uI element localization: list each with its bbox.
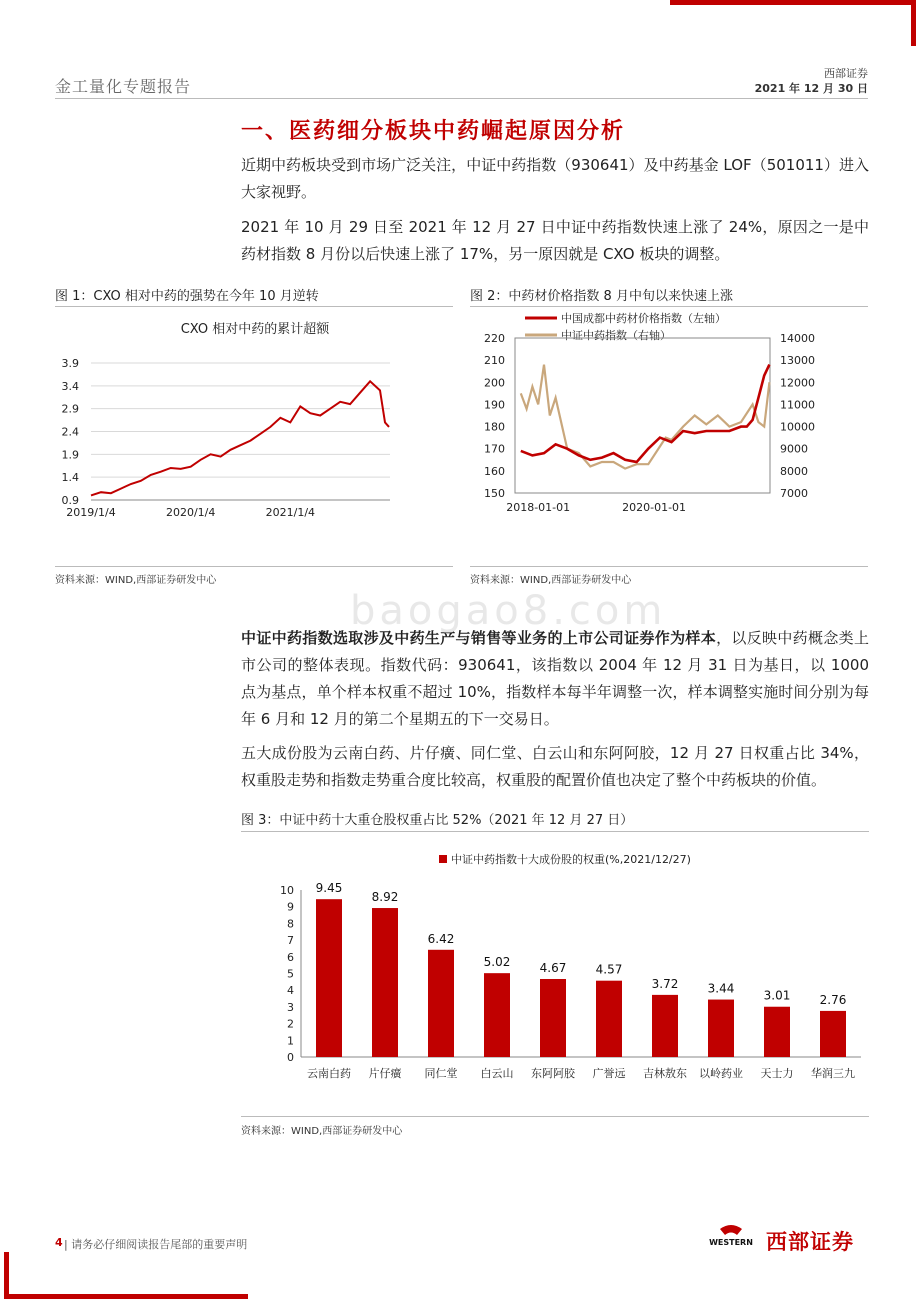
figure3-value-label: 9.45 — [315, 881, 343, 896]
figure3-y-tick-label: 7 — [287, 934, 294, 948]
figure2-plot-frame — [515, 338, 770, 493]
figure3-y-tick-label: 5 — [287, 967, 294, 981]
figure1-x-tick-label: 2020/1/4 — [165, 506, 216, 519]
figure3-value-label: 6.42 — [427, 931, 455, 946]
figure2-left-tick-label: 220 — [484, 332, 505, 345]
figure3-category-label: 白云山 — [480, 1067, 514, 1080]
figure3-category-label: 片仔癀 — [368, 1067, 402, 1080]
figure3-value-label: 4.57 — [595, 962, 623, 977]
figure3-caption-rule — [241, 831, 869, 832]
watermark: baogao8.com — [350, 588, 667, 634]
legend-label-herb-index: 中国成都中药材价格指数（左轴） — [561, 312, 726, 325]
figure1-chart-title: CXO 相对中药的累计超额 — [180, 322, 330, 337]
report-type: 金工量化专题报告 — [55, 77, 192, 96]
figure1-chart — [55, 310, 455, 525]
figure1-y-tick-label: 3.4 — [61, 379, 79, 393]
figure3-bar — [596, 981, 622, 1057]
paragraph-3 — [241, 625, 869, 733]
figure3-category-label: 以岭药业 — [699, 1067, 743, 1080]
figure3-y-tick-label: 6 — [287, 950, 294, 964]
figure3-bar — [708, 1000, 734, 1057]
figure3-bar — [820, 1011, 846, 1057]
figure3-bottom-rule — [241, 1116, 869, 1117]
figure3-y-tick-label: 10 — [280, 884, 294, 897]
top-red-bar-vertical — [911, 0, 916, 46]
figure3-bar — [652, 995, 678, 1057]
figure2-left-tick-label: 190 — [484, 398, 505, 412]
figure1-bottom-rule — [55, 566, 453, 567]
figure1-y-tick-label: 3.9 — [61, 357, 79, 370]
figure3-bar — [540, 979, 566, 1057]
figure2-left-tick-label: 200 — [484, 376, 505, 390]
header-divider — [55, 98, 868, 99]
figure3-category-label: 东阿阿胶 — [531, 1067, 575, 1080]
paragraph-1: 近期中药板块受到市场广泛关注，中证中药指数（930641）及中药基金 LOF（501011）进入大家视野。 — [241, 156, 869, 201]
figure2-right-tick-label: 7000 — [780, 487, 808, 500]
figure1-y-tick-label: 2.9 — [61, 402, 79, 416]
bottom-red-bar-vertical — [4, 1252, 9, 1298]
figure3-y-tick-label: 2 — [287, 1017, 294, 1031]
company-logo-text: 西部证券 — [766, 1230, 854, 1254]
figure2-left-tick-label: 160 — [484, 464, 505, 478]
figure2-bottom-rule — [470, 566, 868, 567]
figure3-y-tick-label: 8 — [287, 917, 294, 931]
figure1-caption-rule — [55, 306, 453, 307]
figure3-category-label: 广誉远 — [592, 1067, 626, 1080]
figure2-chart — [465, 308, 870, 523]
footer-page-number: 4 — [55, 1236, 63, 1249]
figure3-value-label: 8.92 — [371, 890, 399, 905]
figure3-bar — [428, 950, 454, 1057]
figure3-value-label: 4.67 — [539, 961, 567, 976]
figure1-x-tick-label: 2019/1/4 — [66, 506, 116, 519]
figure3-chart — [241, 840, 869, 1090]
figure3-bar — [372, 908, 398, 1057]
figure3-category-label: 华润三九 — [811, 1067, 855, 1080]
figure3-value-label: 3.01 — [763, 988, 791, 1003]
figure3-category-label: 天士力 — [760, 1067, 794, 1080]
footer-disclaimer: | 请务必仔细阅读报告尾部的重要声明 — [64, 1238, 248, 1251]
figure1-y-tick-label: 2.4 — [61, 425, 79, 439]
figure2-left-tick-label: 170 — [484, 442, 505, 456]
figure3-value-label: 3.44 — [707, 981, 735, 996]
figure3-category-label: 同仁堂 — [424, 1067, 458, 1080]
paragraph-4: 五大成份股为云南白药、片仔癀、同仁堂、白云山和东阿阿胶，12 月 27 日权重占比 34%，权重股走势和指数走势重合度比较高，权重股的配置价值也决定了整个中药板块的价值。 — [241, 744, 869, 789]
figure2-right-tick-label: 8000 — [780, 464, 808, 478]
figure2-caption-rule — [470, 306, 868, 307]
figure3-value-label: 2.76 — [819, 992, 847, 1007]
figure3-y-tick-label: 9 — [287, 900, 294, 914]
bottom-red-bar — [4, 1294, 248, 1299]
figure1-caption: 图 1：CXO 相对中药的强势在今年 10 月逆转 — [55, 289, 319, 304]
company-logo-icon — [700, 1223, 762, 1253]
header-date: 2021 年 12 月 30 日 — [754, 82, 868, 95]
logo-en-text: WESTERN — [709, 1238, 753, 1247]
figure2-source: 资料来源：WIND,西部证券研发中心 — [470, 575, 632, 586]
figure2-right-tick-label: 9000 — [780, 442, 808, 456]
figure3-bar — [484, 973, 510, 1057]
figure3-y-tick-label: 4 — [287, 984, 294, 998]
figure3-bar — [764, 1007, 790, 1057]
figure3-y-tick-label: 0 — [287, 1051, 294, 1064]
figure3-category-label: 吉林敖东 — [643, 1067, 687, 1080]
figure3-legend-label: 中证中药指数十大成份股的权重(%,2021/12/27) — [451, 853, 691, 866]
figure2-caption: 图 2：中药材价格指数 8 月中旬以来快速上涨 — [470, 289, 733, 304]
figure2-left-tick-label: 180 — [484, 420, 505, 434]
figure3-caption: 图 3：中证中药十大重仓股权重占比 52%（2021 年 12 月 27 日） — [241, 813, 634, 828]
figure1-y-tick-label: 1.9 — [61, 448, 79, 462]
figure3-y-tick-label: 1 — [287, 1034, 294, 1048]
figure2-left-tick-label: 150 — [484, 487, 505, 500]
figure2-right-tick-label: 13000 — [780, 354, 815, 368]
figure1-y-tick-label: 0.9 — [61, 494, 79, 507]
paragraph-2: 2021 年 10 月 29 日至 2021 年 12 月 27 日中证中药指数快速上涨了 24%，原因之一是中药材指数 8 月份以后快速上涨了 17%，另一原因就是 CXO 板块的调整。 — [241, 218, 869, 263]
section-title: 一、医药细分板块中药崛起原因分析 — [241, 119, 626, 144]
figure2-right-tick-label: 12000 — [780, 376, 815, 390]
paragraph-3-bold: 中证中药指数选取涉及中药生产与销售等业务的上市公司证券作为样本 — [241, 629, 717, 647]
figure3-legend-swatch — [439, 855, 447, 863]
figure2-x-tick-label: 2020-01-01 — [622, 501, 687, 514]
figure1-x-tick-label: 2021/1/4 — [265, 506, 316, 519]
figure1-source: 资料来源：WIND,西部证券研发中心 — [55, 575, 217, 586]
legend-label-tcm-index: 中证中药指数（右轴） — [561, 329, 671, 342]
figure2-right-tick-label: 10000 — [780, 420, 815, 434]
figure1-y-tick-label: 1.4 — [61, 471, 79, 485]
figure3-y-tick-label: 3 — [287, 1000, 294, 1014]
figure3-value-label: 3.72 — [651, 976, 679, 991]
figure3-category-label: 云南白药 — [307, 1067, 351, 1080]
paragraph-3-rest: ，以反映中药概念类上市公司的整体表现。指数代码：930641，该指数以 2004 年 12 月 31 日为基日，以 1000 点为基点，单个样本权重不超过 10%，指数样本每半年调整一次，样本调整实施时间分别为每年 6 月和 12 月的第二个星期五的下一交易日。 — [241, 629, 869, 728]
figure2-left-tick-label: 210 — [484, 354, 505, 368]
figure2-x-tick-label: 2018-01-01 — [506, 501, 571, 514]
figure3-source: 资料来源：WIND,西部证券研发中心 — [241, 1126, 403, 1137]
figure1-series-line — [91, 381, 389, 495]
figure2-right-tick-label: 14000 — [780, 332, 815, 345]
figure3-value-label: 5.02 — [483, 955, 511, 970]
figure2-right-tick-label: 11000 — [780, 398, 815, 412]
header-company: 西部证券 — [824, 67, 868, 80]
top-red-bar — [670, 0, 916, 5]
figure3-bar — [316, 899, 342, 1057]
